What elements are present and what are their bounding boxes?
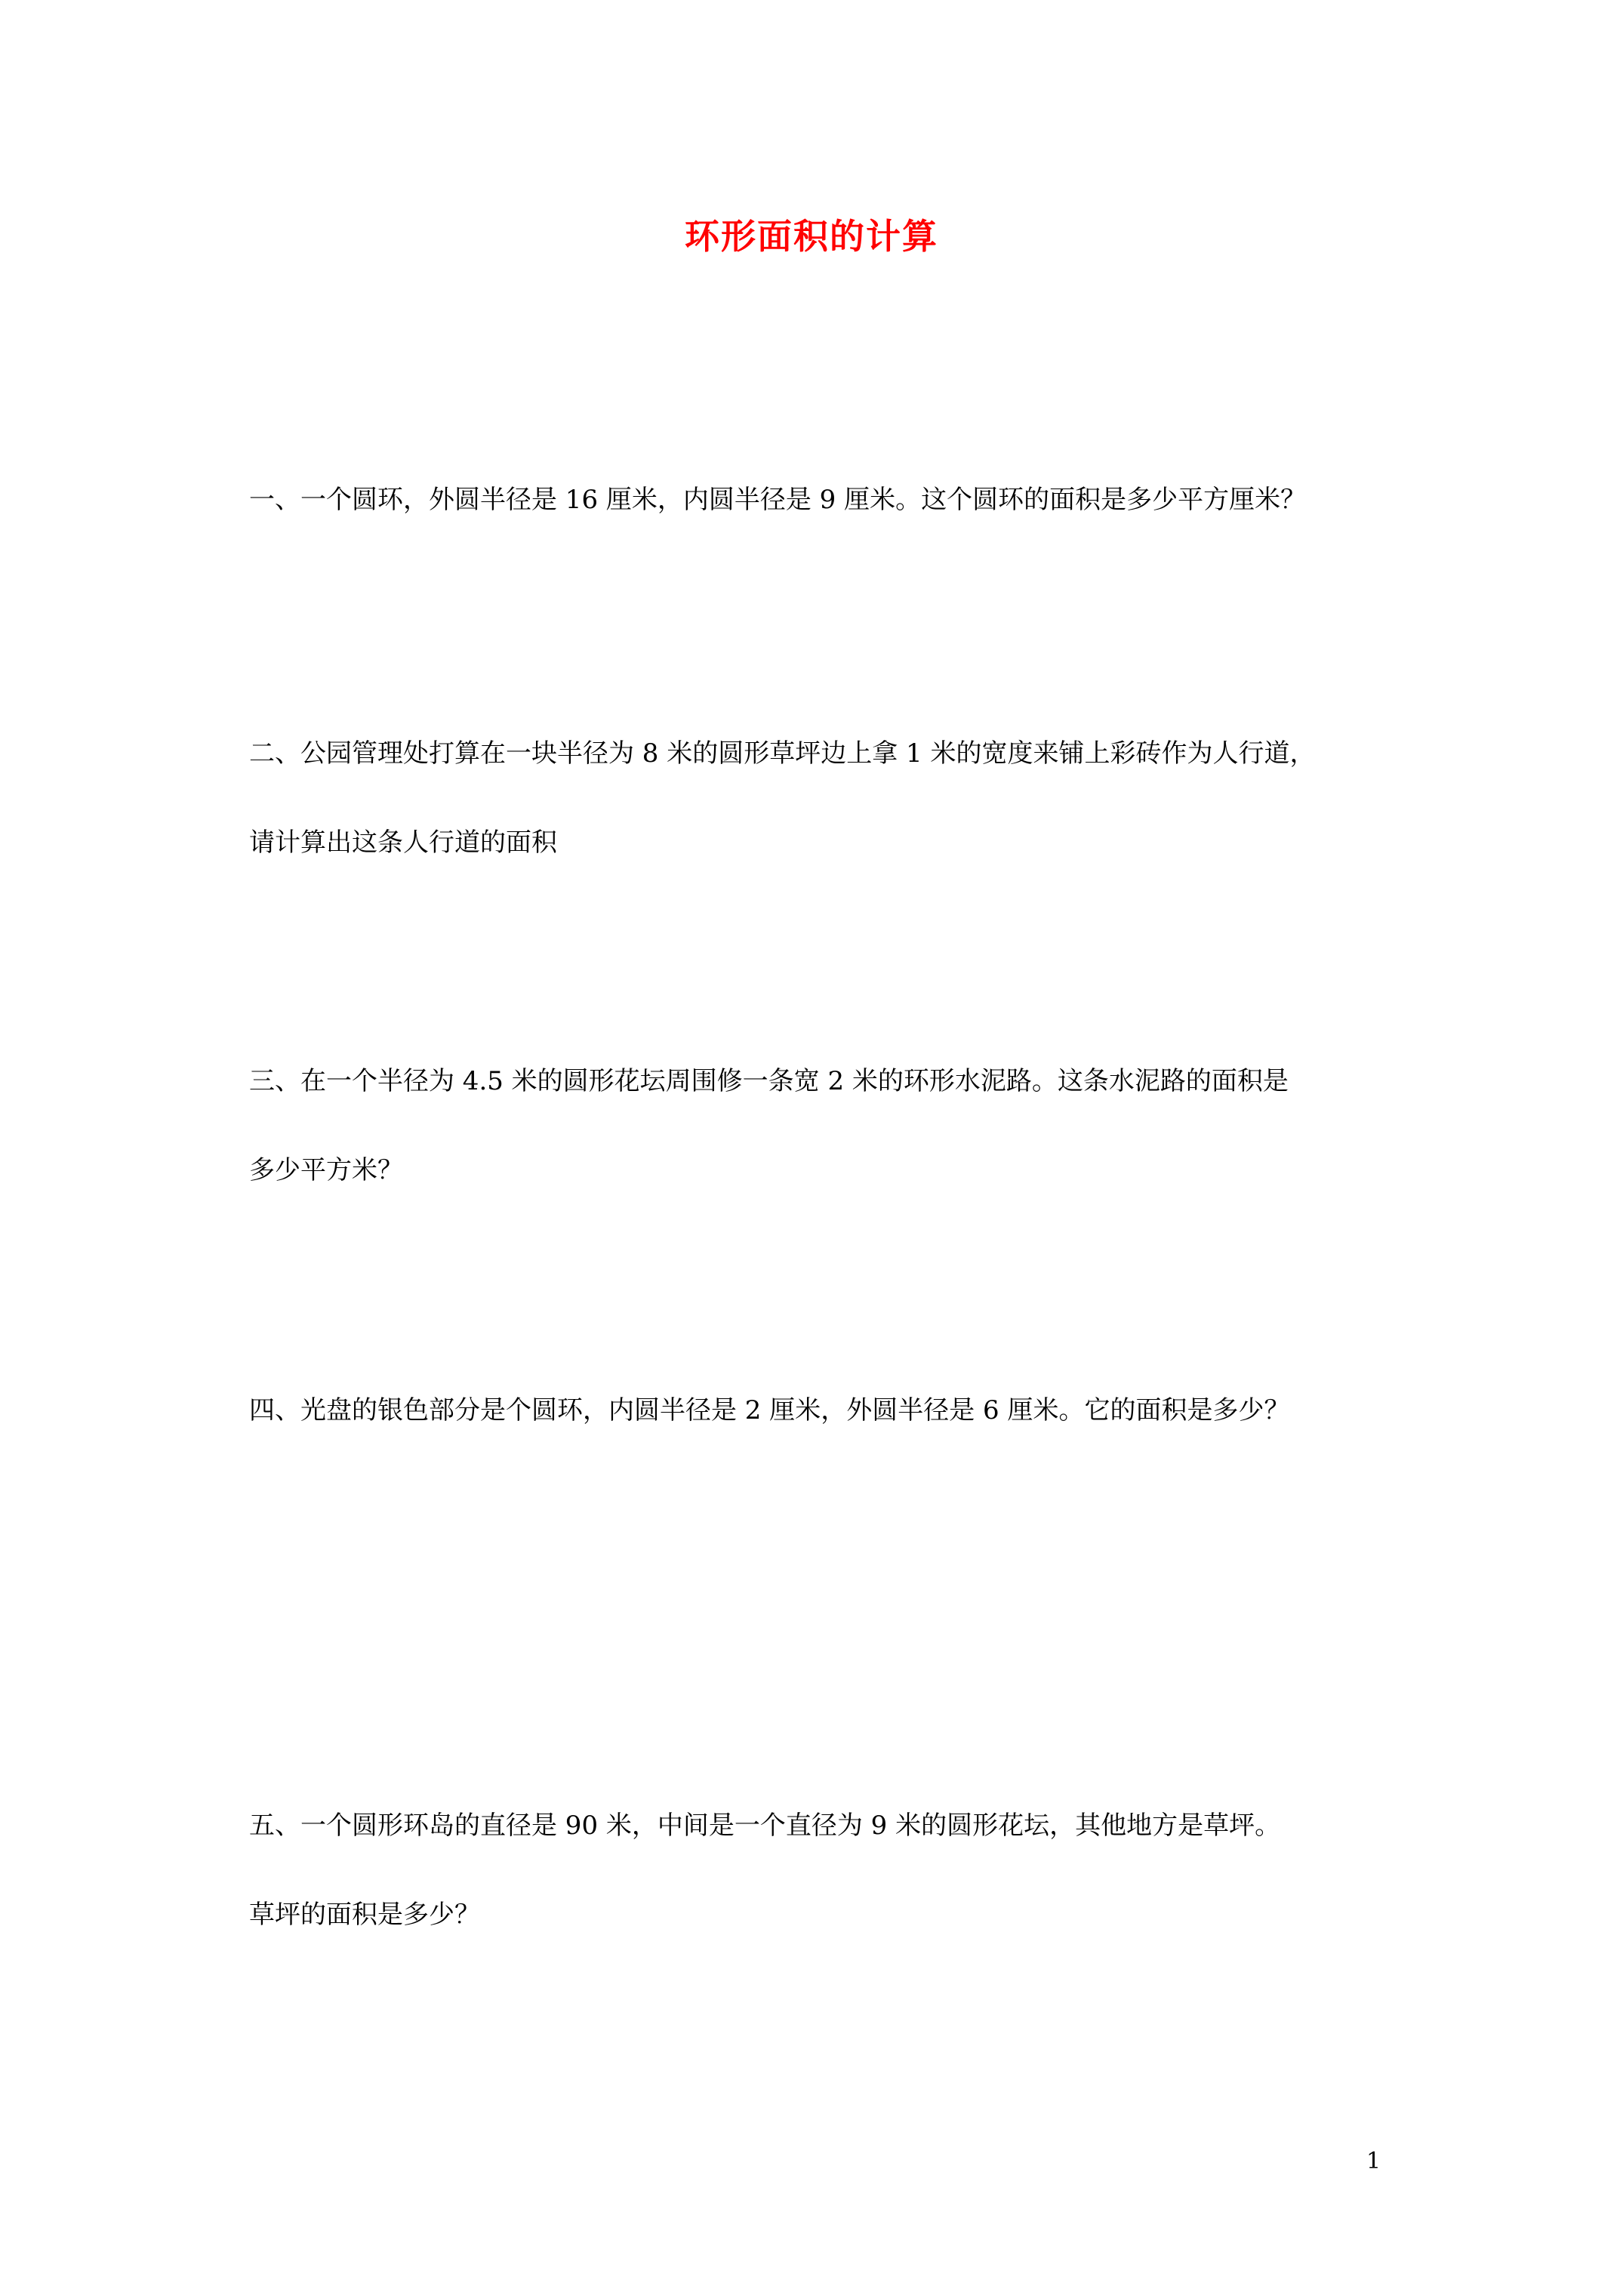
page-title: 环形面积的计算 (685, 216, 938, 257)
question-1-line-1: 一、一个圆环，外圆半径是 16 厘米，内圆半径是 9 厘米。这个圆环的面积是多少平方厘米？ (249, 485, 1307, 515)
question-5-line-2: 草坪的面积是多少？ (249, 1900, 480, 1930)
question-3-line-2: 多少平方米？ (249, 1155, 403, 1185)
question-3-line-1: 三、在一个半径为 4.5 米的圆形花坛周围修一条宽 2 米的环形水泥路。这条水泥路的面积是 (249, 1066, 1289, 1096)
question-4-line-1: 四、光盘的银色部分是个圆环，内圆半径是 2 厘米，外圆半径是 6 厘米。它的面积是多少？ (249, 1395, 1290, 1425)
question-2-line-1: 二、公园管理处打算在一块半径为 8 米的圆形草坪边上拿 1 米的宽度来铺上彩砖作为人行道， (249, 738, 1316, 769)
question-5-line-1: 五、一个圆形环岛的直径是 90 米，中间是一个直径为 9 米的圆形花坛，其他地方是草坪。 (249, 1811, 1281, 1841)
page-number: 1 (1366, 2148, 1381, 2174)
question-2-line-2: 请计算出这条人行道的面积 (249, 827, 557, 858)
